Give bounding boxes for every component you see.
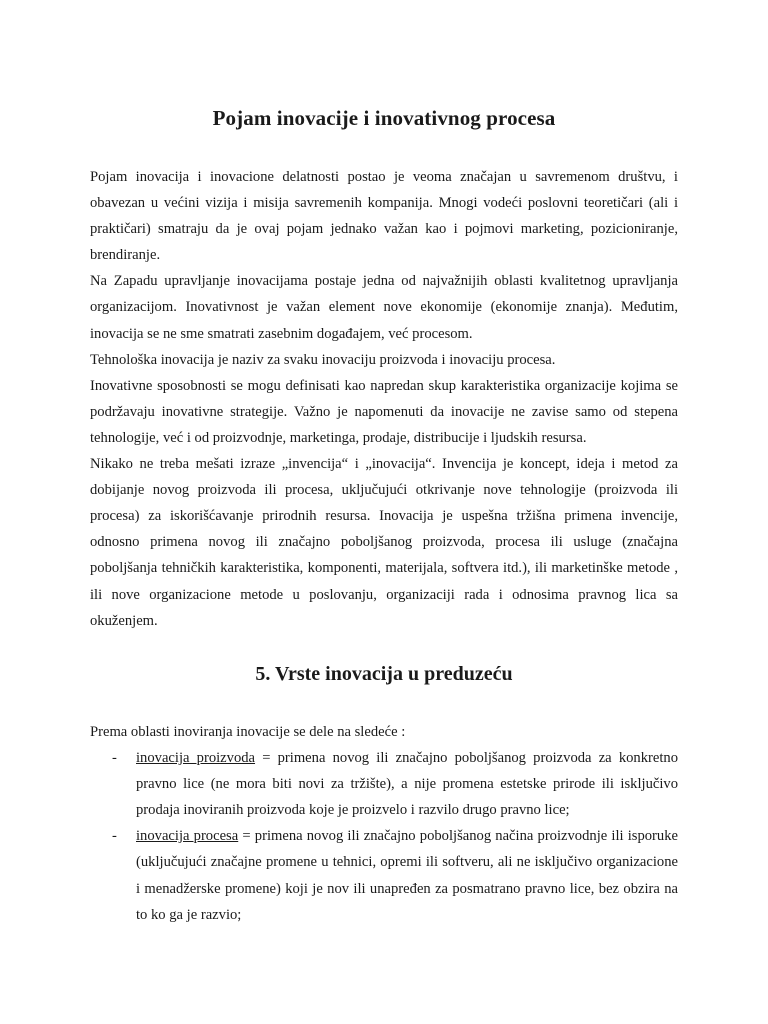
paragraph-capabilities: Inovativne sposobnosti se mogu definisati kao napredan skup karakteristika organizacije kojima se podržavaju inovativne strategije. Važno je napomenuti da inovacije ne zavise samo od stepena tehnologije, već i od proizvodnje, marketinga, prodaje, distribucije i ljudskih resursa. <box>90 377 678 446</box>
list-item-text: = primena novog ili značajno poboljšanog načina proizvodnje ili isporuke (uključujući značajne promene u tehnici, opremi ili softveru, ali ne isključivo organizacione i menadžerske promene) koji je nov ili unapređen za posmatrano pravno lice, bez obzira na to ko ga je razvio; <box>136 828 678 923</box>
body-text <box>90 164 678 634</box>
list-dash: - <box>112 828 117 845</box>
paragraph-west: Na Zapadu upravljanje inovacijama postaje jedna od najvažnijih oblasti kvalitetnog upravljanja organizacijom. Inovativnost je važan element nove ekonomije (ekonomije znanja). Međutim, inovacija se ne sme smatrati zasebnim događajem, već procesom. <box>90 273 678 342</box>
list-intro: Prema oblasti inoviranja inovacije se dele na sledeće : <box>90 724 406 740</box>
list-item-text: = primena novog ili značajno poboljšanog proizvoda za konkretno pravno lice (ne mora biti novi za tržište), a nije promena estetske prirode ili isključivo prodaja inoviranih proizvoda koje je proizvelo i razvilo drugo pravno lice; <box>136 750 678 819</box>
innovation-list <box>90 745 678 928</box>
paragraph-intro: Pojam inovacija i inovacione delatnosti postao je veoma značajan u savremenom društvu, i obavezan u većini vizija i misija savremenih kompanija. Mnogi vodeći poslovni teoretičari (ali i praktičari) smatraju da je ovaj pojam jednako važan kao i pojmovi marketing, pozicioniranje, brendiranje. <box>90 169 678 264</box>
list-item-term: inovacija proizvoda <box>136 750 256 767</box>
section-heading: 5. Vrste inovacija u preduzeću <box>255 663 513 685</box>
list-item-term: inovacija procesa <box>136 828 239 845</box>
list-dash: - <box>112 750 117 767</box>
list-item <box>90 745 678 823</box>
list-item <box>90 823 678 927</box>
paragraph-invention: Nikako ne treba mešati izraze „invencija“ i „inovacija“. Invencija je koncept, ideja i metod za dobijanje novog proizvoda ili procesa, uključujući otkrivanje nove tehnologije (proizvoda ili procesa) za iskorišćavanje prirodnih resursa. Inovacija je uspešna tržišna primena invencije, odnosno primena novog ili značajno poboljšanog proizvoda, procesa ili usluge (značajna poboljšanja tehničkih karakteristika, komponenti, materijala, softvera itd.), ili marketinške metode , ili nove organizacione metode u poslovanju, organizaciji rada i odnosima pravnog lica sa okuženjem. <box>90 456 678 629</box>
paragraph-technological: Tehnološka inovacija je naziv za svaku inovaciju proizvoda i inovaciju procesa. <box>90 351 556 368</box>
innovation-types <box>90 719 678 928</box>
document-title: Pojam inovacije i inovativnog procesa <box>212 106 556 130</box>
